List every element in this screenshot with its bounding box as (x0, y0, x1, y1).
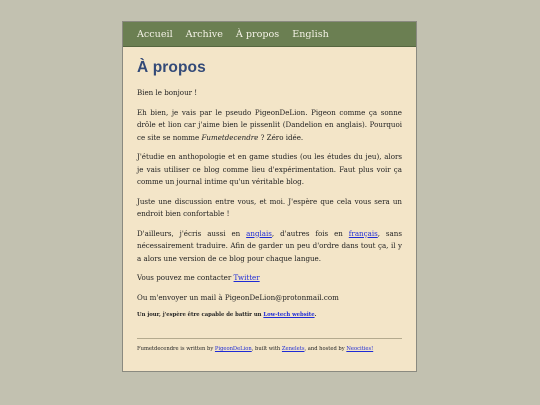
text: Un jour, j'espère être capable de battir un (137, 312, 264, 318)
link-anglais[interactable]: anglais (246, 228, 272, 238)
text: , sans nécessairement traduire. Afin de garder un peu d'ordre dans tout ça, il y a alors une version de ce blog pour chaque langue. (137, 228, 402, 263)
text: , d'autres fois en (271, 228, 349, 238)
site-name-italic: Fumetdecendre (201, 132, 259, 142)
link-pigeondelion[interactable]: PigeonDeLion (214, 346, 252, 352)
paragraph-greeting: Bien le bonjour ! (137, 88, 198, 97)
paragraph-mail: Ou m'envoyer un mail à PigeonDeLion@protonmail.com (137, 292, 339, 302)
nav-archive[interactable]: Archive (185, 28, 223, 40)
nav-accueil[interactable]: Accueil (137, 28, 173, 40)
paragraph-intro (137, 107, 402, 145)
page-title: À propos (137, 59, 206, 76)
main-content (123, 47, 416, 320)
link-francais[interactable]: français (348, 228, 378, 238)
text: , built with (251, 346, 282, 352)
paragraph-intro-text: Eh bien, je vais par le pseudo PigeonDeLion. Pigeon comme ça sonne drôle et lion car j'aime bien le pissenlit (Dandelion en anglais). Pourquoi ce site se nomme Fumetdecendre ? Zéro idée. (137, 107, 402, 142)
nav-a-propos[interactable]: À propos (235, 28, 280, 40)
paragraph-contact (137, 272, 402, 285)
text: , and hosted by (304, 346, 347, 352)
link-neocities[interactable]: Neocities! (346, 346, 374, 352)
paragraph-lowtech (137, 311, 402, 320)
text: . (314, 312, 317, 318)
nav-english[interactable]: English (292, 28, 329, 40)
text: Fumetdecendre is written by (137, 346, 215, 352)
top-navigation (123, 22, 416, 47)
paragraph-discussion: Juste une discussion entre vous, et moi. J'espère que cela vous sera un endroit bien confortable ! (137, 196, 402, 218)
text: D'ailleurs, j'écris aussi en (137, 228, 247, 238)
text: Vous pouvez me contacter (137, 273, 234, 282)
page-container (122, 21, 417, 372)
link-zenelets[interactable]: Zenelets (281, 346, 305, 352)
link-twitter[interactable]: Twitter (233, 273, 260, 282)
footer (123, 339, 416, 353)
link-lowtech-website[interactable]: Low-tech website (263, 312, 315, 318)
paragraph-languages (137, 228, 402, 266)
paragraph-studies: J'étudie en anthopologie et en game studies (ou les études du jeu), alors je vais utiliser ce blog comme lieu d'expérimentation. Faut plus voir ça comme un journal intime qu'un véritable blog. (137, 152, 402, 186)
